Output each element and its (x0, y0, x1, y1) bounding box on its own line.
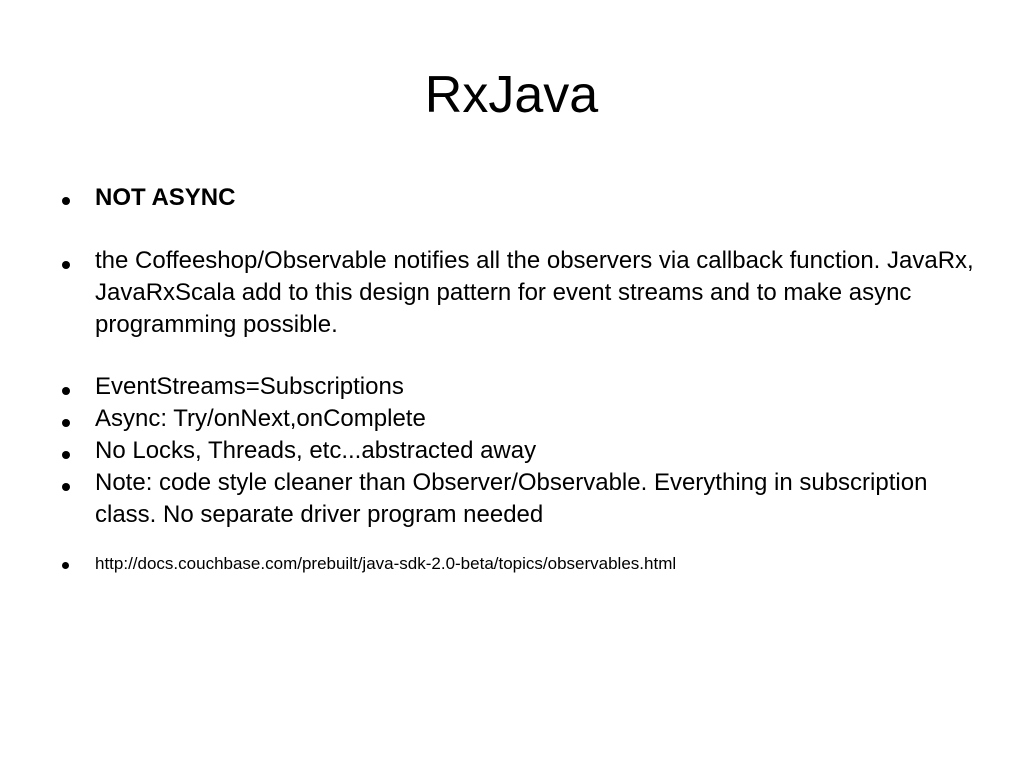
bullet-dot-icon (62, 419, 70, 427)
bullet-dot-icon (62, 387, 70, 395)
bullet-text-no-locks: No Locks, Threads, etc...abstracted away (95, 437, 537, 464)
slide-title: RxJava (424, 66, 599, 124)
bullet-dot-icon (62, 483, 70, 491)
bullet-text-note: Note: code style cleaner than Observer/Observable. Everything in subscription class. No separate driver program needed (95, 469, 928, 528)
bullet-dot-icon (62, 197, 70, 205)
bullet-dot-icon (62, 451, 70, 459)
bullet-text-async: Async: Try/onNext,onComplete (95, 405, 426, 432)
bullet-dot-icon (62, 261, 70, 269)
bullet-dot-icon (62, 562, 69, 569)
bullet-text-eventstreams: EventStreams=Subscriptions (95, 373, 404, 400)
bullet-text-not-async: NOT ASYNC (95, 184, 236, 211)
reference-link[interactable]: http://docs.couchbase.com/prebuilt/java-sdk-2.0-beta/topics/observables.html (95, 554, 677, 573)
bullet-text-coffeeshop: the Coffeeshop/Observable notifies all the observers via callback function. JavaRx, JavaRxScala add to this design pattern for event streams and to make async programming possible. (95, 247, 974, 338)
